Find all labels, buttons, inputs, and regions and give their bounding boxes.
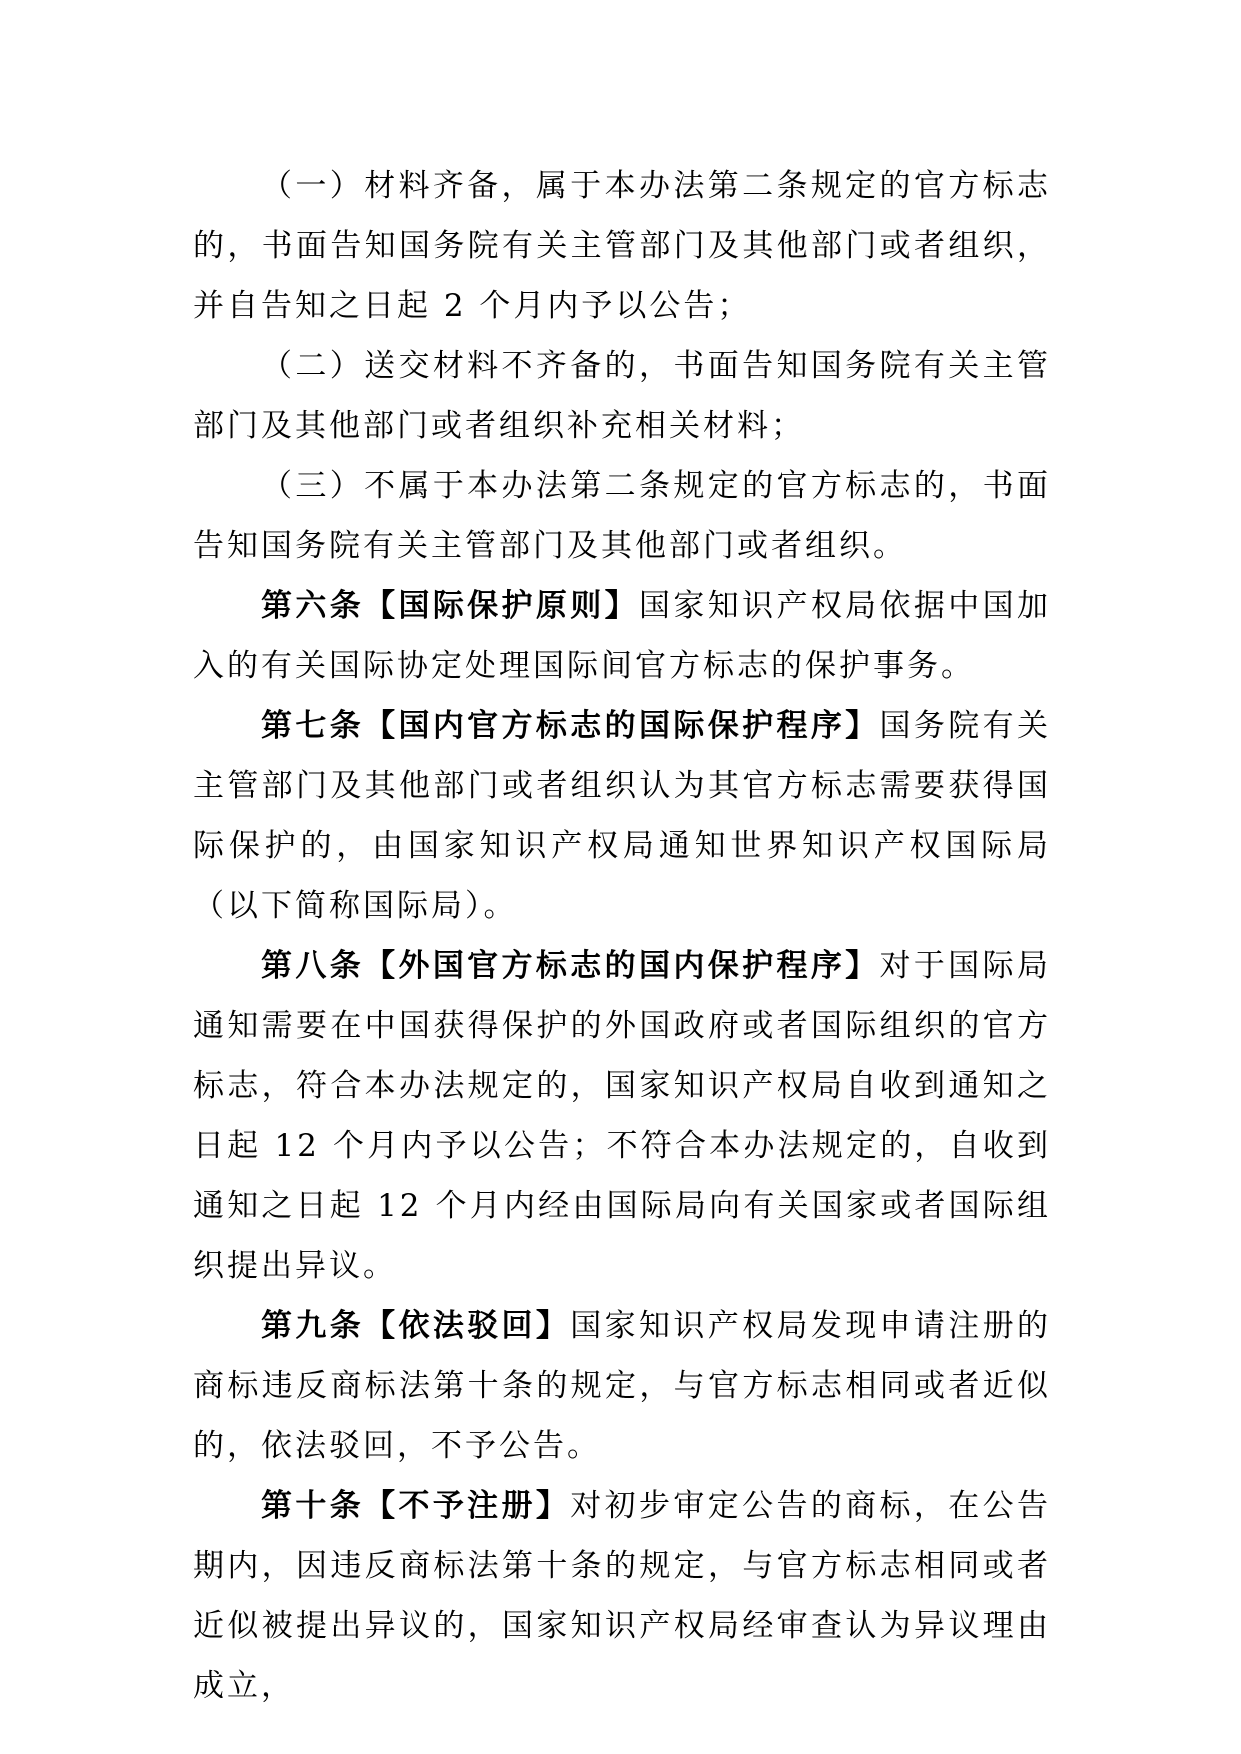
article-8-heading: 第八条【外国官方标志的国内保护程序】 <box>261 948 880 984</box>
article-6-heading: 第六条【国际保护原则】 <box>261 588 639 624</box>
document-body <box>193 156 1051 1716</box>
item-two <box>193 336 1051 456</box>
article-6 <box>193 576 1051 696</box>
article-7 <box>193 696 1051 936</box>
article-6-text: 国家知识产权局依据中国加入的有关国际协定处理国际间官方标志的保护事务。 <box>193 588 1051 684</box>
article-10 <box>193 1476 1051 1716</box>
item-one-text: （一）材料齐备，属于本办法第二条规定的官方标志的，书面告知国务院有关主管部门及其他部门或者组织，并自告知之日起 2 个月内予以公告； <box>193 168 1051 324</box>
article-10-heading: 第十条【不予注册】 <box>261 1488 571 1524</box>
article-10-text: 对初步审定公告的商标，在公告期内，因违反商标法第十条的规定，与官方标志相同或者近似被提出异议的，国家知识产权局经审查认为异议理由成立， <box>193 1488 1052 1704</box>
article-9-text: 国家知识产权局发现申请注册的商标违反商标法第十条的规定，与官方标志相同或者近似的，依法驳回，不予公告。 <box>193 1308 1052 1464</box>
item-three-text: （三）不属于本办法第二条规定的官方标志的，书面告知国务院有关主管部门及其他部门或者组织。 <box>193 468 1051 564</box>
article-9-heading: 第九条【依法驳回】 <box>261 1308 571 1344</box>
item-one <box>193 156 1051 336</box>
item-three <box>193 456 1051 576</box>
article-8-text: 对于国际局通知需要在中国获得保护的外国政府或者国际组织的官方标志，符合本办法规定的，国家知识产权局自收到通知之日起 12 个月内予以公告；不符合本办法规定的，自收到通知之日起 12 个月内经由国际局向有关国家或者国际组织提出异议。 <box>193 948 1052 1284</box>
article-8 <box>193 936 1051 1296</box>
item-two-text: （二）送交材料不齐备的，书面告知国务院有关主管部门及其他部门或者组织补充相关材料； <box>193 348 1051 444</box>
article-7-text: 国务院有关主管部门及其他部门或者组织认为其官方标志需要获得国际保护的，由国家知识产权局通知世界知识产权国际局（以下简称国际局）。 <box>193 708 1052 924</box>
article-7-heading: 第七条【国内官方标志的国际保护程序】 <box>261 708 880 744</box>
article-9 <box>193 1296 1051 1476</box>
